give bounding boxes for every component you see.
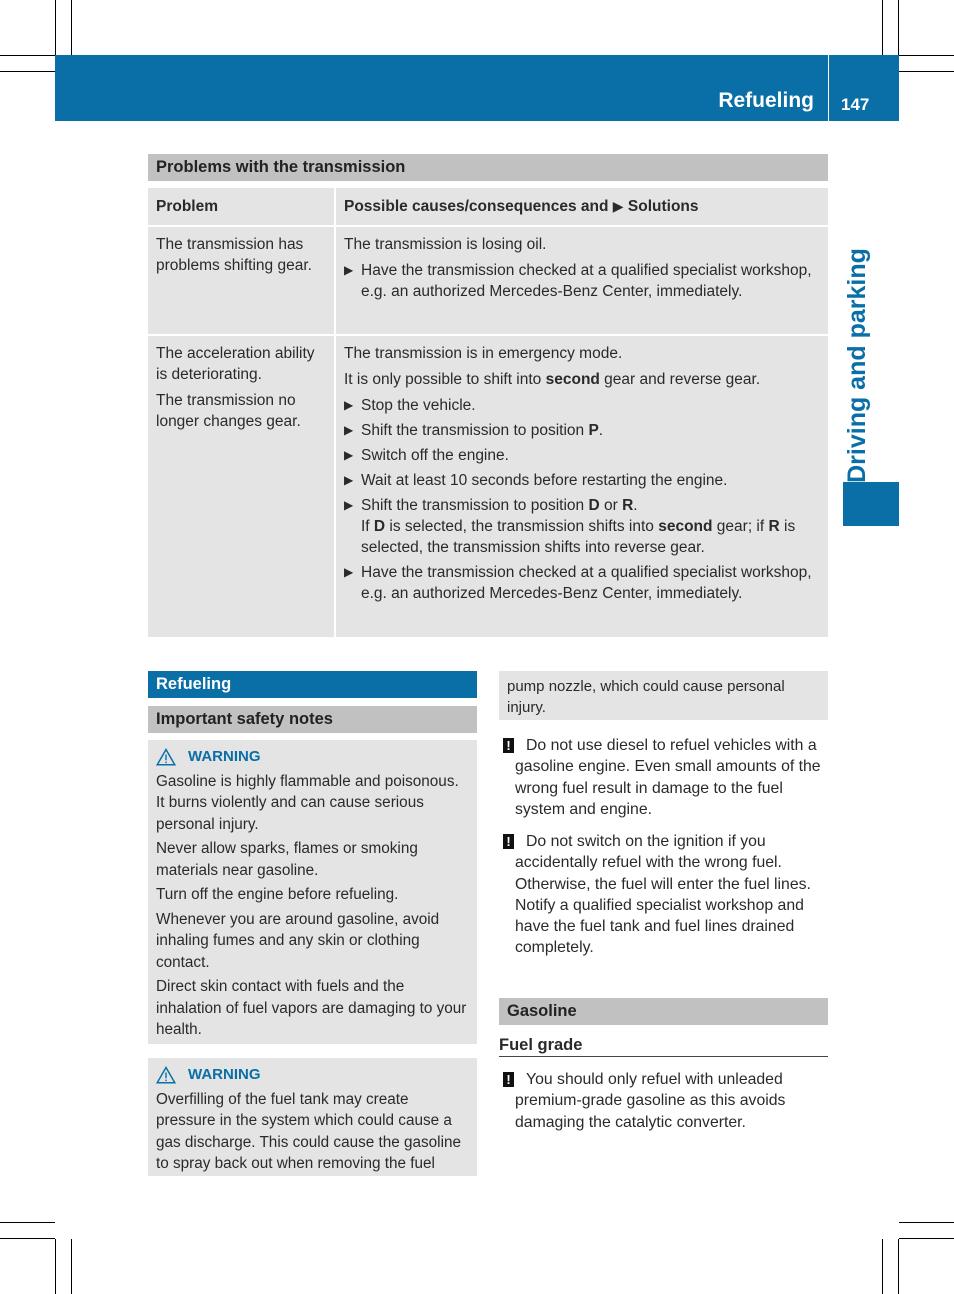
exclamation-icon: ! (503, 834, 514, 849)
solution-step: ▶ Stop the vehicle. (344, 397, 476, 414)
arrow-right-icon: ▶ (344, 398, 354, 412)
warning-text: Whenever you are around gasoline, avoid inhaling fumes and any skin or clothing contact. (156, 910, 440, 971)
crop-mark (71, 0, 72, 55)
crop-mark (0, 1222, 55, 1223)
problem-text: The transmission no longer changes gear. (156, 392, 301, 430)
column-header-problem: Problem (148, 188, 336, 227)
warning-label: WARNING (188, 1066, 261, 1083)
arrow-right-icon: ▶ (344, 423, 354, 437)
cause-text: It is only possible to shift into second gear and reverse gear. (344, 371, 761, 388)
warning-label: WARNING (188, 748, 261, 765)
page-number-box (829, 55, 899, 121)
crop-mark (0, 71, 55, 72)
crop-mark (898, 0, 899, 55)
solution-step: ▶ Shift the transmission to position P. (344, 422, 604, 439)
table-row (148, 334, 828, 637)
crop-mark (898, 1239, 899, 1294)
warning-text: Gasoline is highly flammable and poisonous. It burns violently and can cause serious personal injury. (156, 772, 459, 833)
crop-mark (71, 1239, 72, 1294)
warning-triangle-icon (156, 1066, 176, 1084)
arrow-right-icon: ▶ (612, 198, 624, 214)
column-header-causes: Possible causes/consequences and ▶ Solutions (336, 188, 828, 227)
warning-text: Overfilling of the fuel tank may create pressure in the system which could cause a gas discharge. This could cause the gasoline to spray back out when removing the fuel (156, 1090, 461, 1172)
arrow-right-icon: ▶ (344, 565, 354, 579)
warning-heading (156, 1064, 469, 1086)
note-paragraph (499, 831, 828, 959)
solution-step: ▶ Have the transmission checked at a qualified specialist workshop, e.g. an authorized Mercedes-Benz Center, immediately. (344, 262, 812, 300)
warning-heading (156, 746, 469, 768)
section-heading-transmission: Problems with the transmission (148, 154, 828, 181)
solution-step: ▶ Have the transmission checked at a qualified specialist workshop, e.g. an authorized Mercedes-Benz Center, immediately. (344, 564, 812, 602)
note-paragraph (499, 735, 828, 820)
section-heading-refueling: Refueling (148, 671, 477, 698)
solution-step: ▶ Wait at least 10 seconds before restarting the engine. (344, 472, 728, 489)
solution-step: ▶ Switch off the engine. (344, 447, 509, 464)
crop-mark (899, 1222, 954, 1223)
crop-mark (882, 0, 883, 55)
arrow-right-icon: ▶ (344, 473, 354, 487)
page-number: 147 (841, 95, 870, 114)
warning-text: Turn off the engine before refueling. (156, 886, 399, 903)
cause-text: The transmission is losing oil. (344, 236, 547, 253)
note-paragraph (499, 1069, 828, 1133)
warning-text: Direct skin contact with fuels and the inhalation of fuel vapors are damaging to your health. (156, 978, 467, 1038)
section-heading-gasoline: Gasoline (499, 998, 828, 1025)
warning-triangle-icon (156, 748, 176, 766)
problem-text: The transmission has problems shifting gear. (156, 236, 312, 274)
side-tab-marker (843, 482, 899, 526)
warning-text: Never allow sparks, flames or smoking materials near gasoline. (156, 840, 418, 879)
arrow-right-icon: ▶ (344, 263, 354, 277)
crop-mark (0, 55, 55, 56)
crop-mark (899, 1238, 954, 1239)
crop-mark (55, 1239, 56, 1294)
crop-mark (0, 1238, 55, 1239)
running-head-title: Refueling (718, 89, 814, 112)
subsection-heading-safety: Important safety notes (148, 706, 477, 733)
warning-box-continued: pump nozzle, which could cause personal injury. (499, 671, 828, 720)
exclamation-icon: ! (503, 738, 514, 753)
transmission-table (148, 188, 828, 637)
subheading-fuel-grade: Fuel grade (499, 1036, 828, 1057)
header-bar (55, 55, 828, 121)
arrow-right-icon: ▶ (344, 498, 354, 512)
warning-box (148, 1058, 477, 1176)
side-tab-label: Driving and parking (842, 247, 871, 483)
solution-step: ▶ Shift the transmission to position D or R. If D is selected, the transmission shifts into second gear; if R is selected, the transmission shifts into reverse gear. (344, 497, 796, 556)
problem-text: The acceleration ability is deteriorating. (156, 345, 315, 383)
note-text: Do not use diesel to refuel vehicles with a gasoline engine. Even small amounts of the wrong fuel result in damage to the fuel system and engine. (515, 737, 821, 818)
table-row (148, 227, 828, 334)
note-text: You should only refuel with unleaded premium-grade gasoline as this avoids damaging the catalytic converter. (515, 1071, 786, 1131)
crop-mark (899, 55, 954, 56)
arrow-right-icon: ▶ (344, 448, 354, 462)
note-text: Do not switch on the ignition if you accidentally refuel with the wrong fuel. Otherwise, the fuel will enter the fuel lines. Notify a qualified specialist workshop and have the fuel tank and fuel lines drained completely. (515, 833, 811, 957)
crop-mark (55, 0, 56, 55)
crop-mark (882, 1239, 883, 1294)
cause-text: The transmission is in emergency mode. (344, 345, 623, 362)
side-tab (832, 247, 882, 483)
exclamation-icon: ! (503, 1072, 514, 1087)
crop-mark (899, 71, 954, 72)
warning-box (148, 740, 477, 1044)
